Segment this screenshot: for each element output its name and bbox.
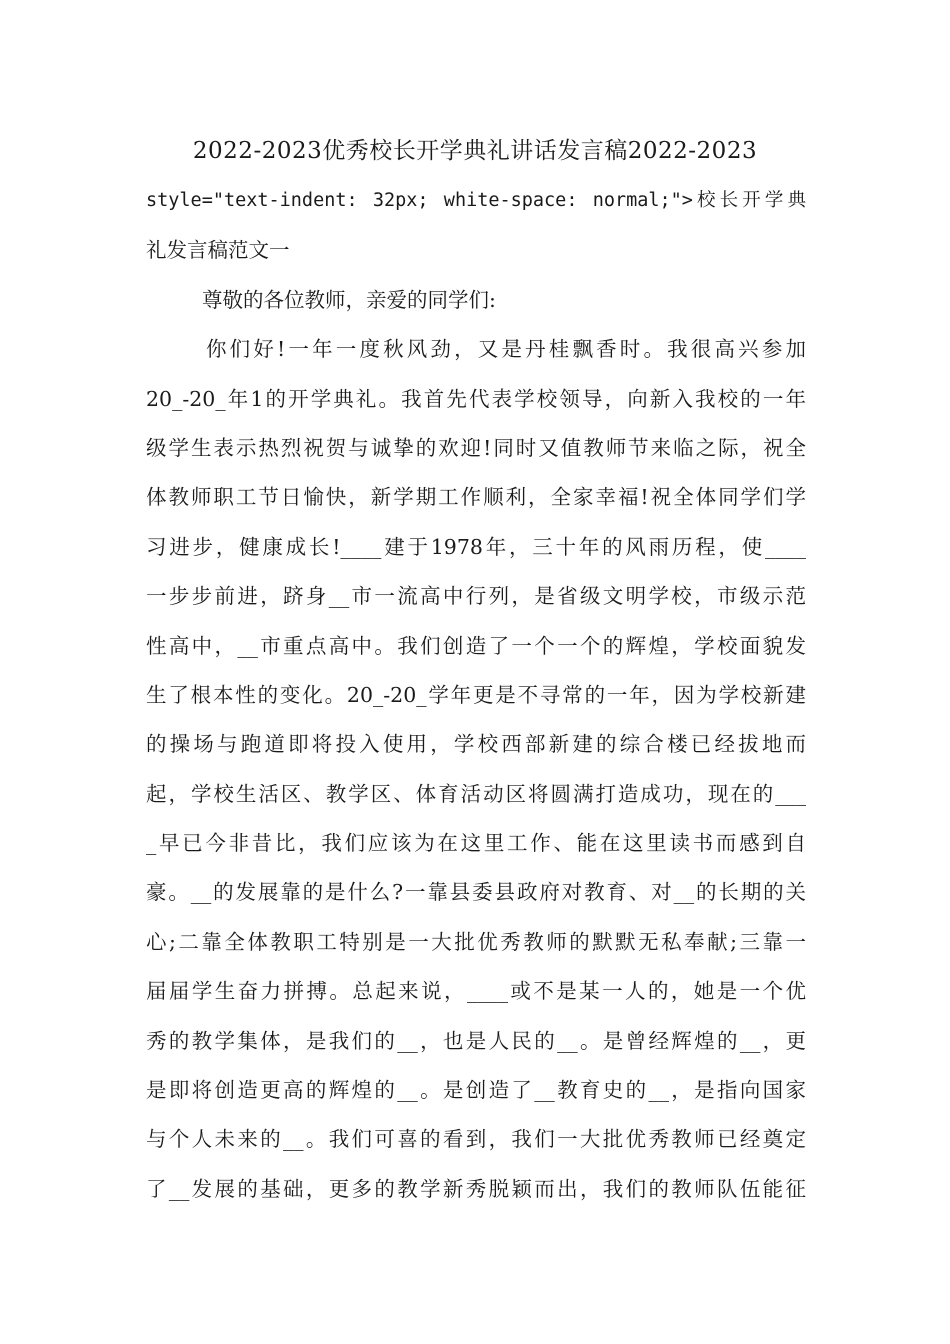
salutation-line: 尊敬的各位教师，亲爱的同学们:	[202, 287, 496, 312]
paragraph-line: 级学生表示热烈祝贺与诚挚的欢迎!同时又值教师节来临之际，祝全	[146, 435, 806, 460]
paragraph-line: 的操场与跑道即将投入使用，学校西部新建的综合楼已经拔地而	[146, 732, 806, 757]
document-body	[146, 185, 806, 1222]
paragraph-line: style="text-indent: 32px; white-space: normal;">校长开学典	[146, 190, 806, 211]
paragraph-line: 一步步前进，跻身__市一流高中行列，是省级文明学校，市级示范	[146, 584, 806, 609]
paragraph-line: 是即将创造更高的辉煌的__。是创造了__教育史的__，是指向国家	[146, 1078, 806, 1103]
paragraph-line: 了__发展的基础，更多的教学新秀脱颖而出，我们的教师队伍能征	[146, 1176, 806, 1201]
paragraph-line: _早已今非昔比，我们应该为在这里工作、能在这里读书而感到自	[146, 831, 806, 856]
document-title: 2022-2023优秀校长开学典礼讲话发言稿2022-2023	[192, 138, 758, 164]
paragraph-line: 秀的教学集体，是我们的__，也是人民的__。是曾经辉煌的__，更	[146, 1028, 806, 1053]
paragraph-line: 生了根本性的变化。20_-20_学年更是不寻常的一年，因为学校新建	[146, 682, 806, 707]
paragraph-line: 20_-20_年1的开学典礼。我首先代表学校领导，向新入我校的一年	[146, 386, 806, 411]
paragraph-line: 豪。__的发展靠的是什么?一靠县委县政府对教育、对__的长期的关	[146, 880, 806, 905]
paragraph-line: 起，学校生活区、教学区、体育活动区将圆满打造成功，现在的___	[146, 781, 806, 806]
paragraph-line: 礼发言稿范文一	[146, 238, 290, 263]
paragraph-line: 与个人未来的__。我们可喜的看到，我们一大批优秀教师已经奠定	[146, 1127, 806, 1152]
paragraph-line: 体教师职工节日愉快，新学期工作顺利，全家幸福!祝全体同学们学	[146, 485, 806, 510]
paragraph-line: 你们好!一年一度秋风劲，又是丹桂飘香时。我很高兴参加	[206, 337, 806, 362]
paragraph-line: 心;二靠全体教职工特别是一大批优秀教师的默默无私奉献;三靠一	[146, 929, 806, 954]
paragraph-line: 届届学生奋力拼搏。总起来说，____或不是某一人的，她是一个优	[146, 979, 806, 1004]
paragraph-line: 习进步，健康成长!____建于1978年，三十年的风雨历程，使____	[146, 534, 806, 559]
paragraph-line: 性高中，__市重点高中。我们创造了一个一个的辉煌，学校面貌发	[146, 633, 806, 658]
